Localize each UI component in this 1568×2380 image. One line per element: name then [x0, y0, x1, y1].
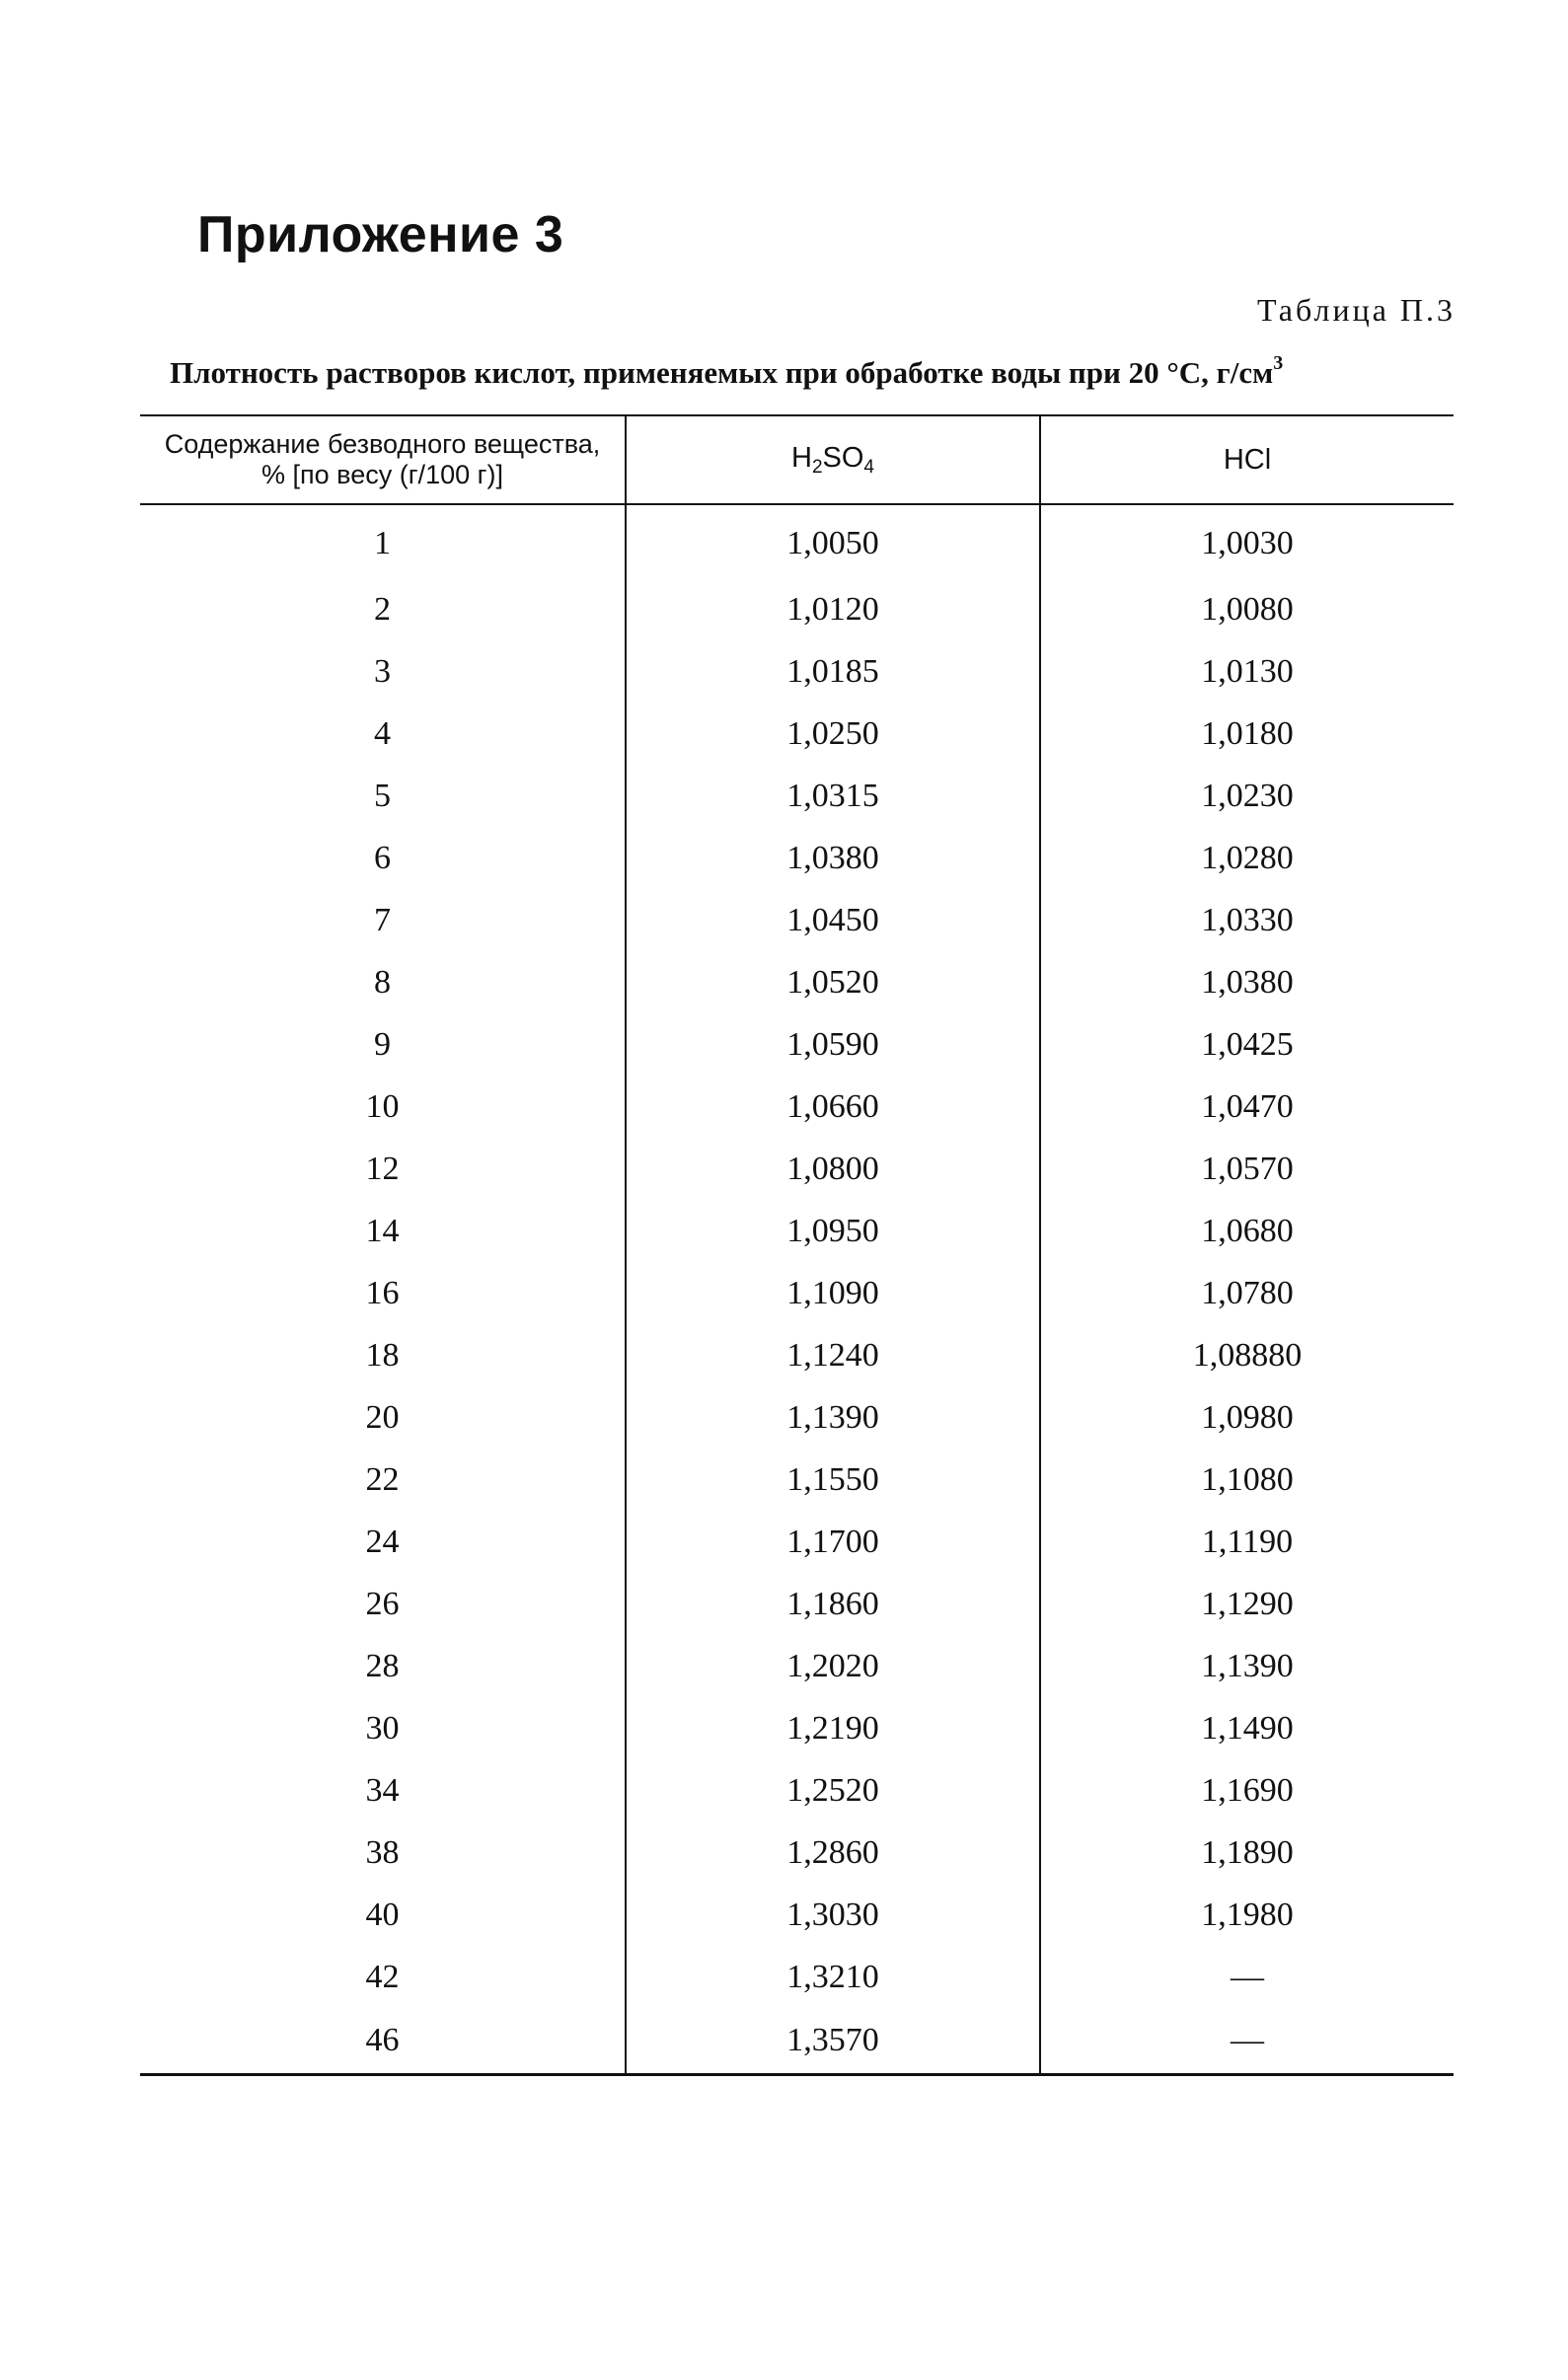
- table-row: [140, 1013, 1454, 1076]
- table-body: [140, 504, 1454, 2075]
- cell-hcl-density: 1,0425: [1040, 1013, 1454, 1076]
- table-row: [140, 1262, 1454, 1324]
- table-header-row: [140, 415, 1454, 504]
- cell-h2so4-density: 1,2860: [626, 1822, 1040, 1884]
- table-row: [140, 1759, 1454, 1822]
- table-row: [140, 1386, 1454, 1449]
- cell-content-percent: 28: [365, 1647, 400, 1684]
- table-row: [140, 1635, 1454, 1697]
- table-row: [140, 1076, 1454, 1138]
- cell-h2so4-density: 1,0185: [626, 640, 1040, 703]
- cell-h2so4-density: 1,3030: [626, 1884, 1040, 1946]
- cell-content-percent: 6: [374, 839, 391, 876]
- table-caption-superscript: 3: [1273, 352, 1284, 374]
- h2so4-sub-4: 4: [863, 456, 874, 478]
- cell-h2so4-density: 1,1700: [626, 1511, 1040, 1573]
- cell-hcl-density: 1,0030: [1040, 504, 1454, 578]
- table-row: [140, 578, 1454, 640]
- cell-content-percent: 34: [365, 1771, 400, 1809]
- table-caption: [170, 353, 1283, 388]
- table-row: [140, 889, 1454, 951]
- cell-hcl-density: 1,0180: [1040, 703, 1454, 765]
- cell-h2so4-density: 1,0250: [626, 703, 1040, 765]
- cell-h2so4-density: 1,2020: [626, 1635, 1040, 1697]
- cell-hcl-density: 1,0980: [1040, 1386, 1454, 1449]
- cell-h2so4-density: 1,0660: [626, 1076, 1040, 1138]
- cell-h2so4-density: 1,3570: [626, 2008, 1040, 2075]
- cell-content-percent: 4: [374, 714, 391, 752]
- cell-hcl-density: 1,1980: [1040, 1884, 1454, 1946]
- cell-hcl-density: 1,0680: [1040, 1200, 1454, 1262]
- cell-h2so4-density: 1,0120: [626, 578, 1040, 640]
- table-caption-text: Плотность растворов кислот, применяемых при обработке воды при 20 °С, г/см: [170, 355, 1274, 390]
- cell-hcl-density: 1,0280: [1040, 827, 1454, 889]
- header-hcl-formula: HCl: [1223, 443, 1272, 476]
- table-row: [140, 1511, 1454, 1573]
- cell-hcl-density: 1,0230: [1040, 765, 1454, 827]
- table-row: [140, 1324, 1454, 1386]
- cell-content-percent: 38: [365, 1833, 400, 1871]
- cell-hcl-density: 1,1190: [1040, 1511, 1454, 1573]
- cell-h2so4-density: 1,0950: [626, 1200, 1040, 1262]
- cell-content-percent: 42: [365, 1958, 400, 1995]
- cell-hcl-density: —: [1040, 2008, 1454, 2075]
- table-row: [140, 1946, 1454, 2008]
- table-row: [140, 1573, 1454, 1635]
- cell-hcl-density: 1,0130: [1040, 640, 1454, 703]
- cell-hcl-density: 1,0080: [1040, 578, 1454, 640]
- cell-h2so4-density: 1,0380: [626, 827, 1040, 889]
- cell-content-percent: 24: [365, 1523, 400, 1560]
- cell-content-percent: 7: [374, 901, 391, 938]
- table-row: [140, 2008, 1454, 2075]
- cell-hcl-density: 1,0330: [1040, 889, 1454, 951]
- cell-content-percent: 10: [365, 1087, 400, 1125]
- header-hcl: [1040, 415, 1454, 504]
- cell-content-percent: 18: [365, 1336, 400, 1374]
- table-row: [140, 1697, 1454, 1759]
- cell-content-percent: 40: [365, 1896, 400, 1933]
- table-row: [140, 827, 1454, 889]
- cell-content-percent: 8: [374, 963, 391, 1001]
- table-row: [140, 703, 1454, 765]
- cell-h2so4-density: 1,0450: [626, 889, 1040, 951]
- cell-hcl-density: 1,1690: [1040, 1759, 1454, 1822]
- table-row: [140, 1138, 1454, 1200]
- cell-content-percent: 5: [374, 777, 391, 814]
- cell-hcl-density: 1,0380: [1040, 951, 1454, 1013]
- cell-hcl-density: 1,1490: [1040, 1697, 1454, 1759]
- cell-hcl-density: 1,1890: [1040, 1822, 1454, 1884]
- h2so4-so: SO: [822, 441, 864, 474]
- cell-content-percent: 1: [374, 525, 391, 561]
- cell-hcl-density: 1,0780: [1040, 1262, 1454, 1324]
- table-row: [140, 1884, 1454, 1946]
- cell-h2so4-density: 1,1090: [626, 1262, 1040, 1324]
- header-h2so4-formula: [790, 441, 874, 478]
- table-row: [140, 1200, 1454, 1262]
- cell-content-percent: 16: [365, 1274, 400, 1311]
- cell-content-percent: 46: [365, 2022, 400, 2058]
- cell-hcl-density: 1,0470: [1040, 1076, 1454, 1138]
- cell-hcl-density: —: [1040, 1946, 1454, 2008]
- header-h2so4: [626, 415, 1040, 504]
- cell-h2so4-density: 1,1390: [626, 1386, 1040, 1449]
- table-row: [140, 951, 1454, 1013]
- table-row: [140, 1449, 1454, 1511]
- cell-h2so4-density: 1,1860: [626, 1573, 1040, 1635]
- cell-h2so4-density: 1,3210: [626, 1946, 1040, 2008]
- table-row: [140, 640, 1454, 703]
- h2so4-h: H: [790, 441, 812, 474]
- cell-content-percent: 9: [374, 1025, 391, 1063]
- cell-h2so4-density: 1,0050: [626, 504, 1040, 578]
- cell-h2so4-density: 1,0315: [626, 765, 1040, 827]
- cell-h2so4-density: 1,0800: [626, 1138, 1040, 1200]
- table-row: [140, 765, 1454, 827]
- table-number: Таблица П.3: [1257, 292, 1456, 328]
- cell-hcl-density: 1,1080: [1040, 1449, 1454, 1511]
- cell-hcl-density: 1,1390: [1040, 1635, 1454, 1697]
- h2so4-sub-2: 2: [811, 456, 823, 478]
- acid-density-table: [140, 414, 1454, 2076]
- table-row: [140, 504, 1454, 578]
- cell-content-percent: 12: [365, 1150, 400, 1187]
- cell-content-percent: 22: [365, 1460, 400, 1498]
- cell-content-percent: 20: [365, 1398, 400, 1436]
- cell-h2so4-density: 1,0590: [626, 1013, 1040, 1076]
- cell-hcl-density: 1,1290: [1040, 1573, 1454, 1635]
- header-content-percent-label: Содержание безводного вещества, % [по весу (г/100 г)]: [164, 429, 601, 489]
- header-content-percent: [140, 415, 626, 504]
- cell-h2so4-density: 1,1550: [626, 1449, 1040, 1511]
- cell-h2so4-density: 1,1240: [626, 1324, 1040, 1386]
- cell-hcl-density: 1,0570: [1040, 1138, 1454, 1200]
- cell-content-percent: 2: [374, 590, 391, 628]
- cell-h2so4-density: 1,2520: [626, 1759, 1040, 1822]
- table-row: [140, 1822, 1454, 1884]
- cell-h2so4-density: 1,2190: [626, 1697, 1040, 1759]
- cell-content-percent: 3: [374, 652, 391, 690]
- cell-hcl-density: 1,08880: [1040, 1324, 1454, 1386]
- cell-content-percent: 26: [365, 1585, 400, 1622]
- appendix-title: Приложение 3: [197, 206, 564, 263]
- cell-h2so4-density: 1,0520: [626, 951, 1040, 1013]
- cell-content-percent: 14: [365, 1212, 400, 1249]
- cell-content-percent: 30: [365, 1709, 400, 1747]
